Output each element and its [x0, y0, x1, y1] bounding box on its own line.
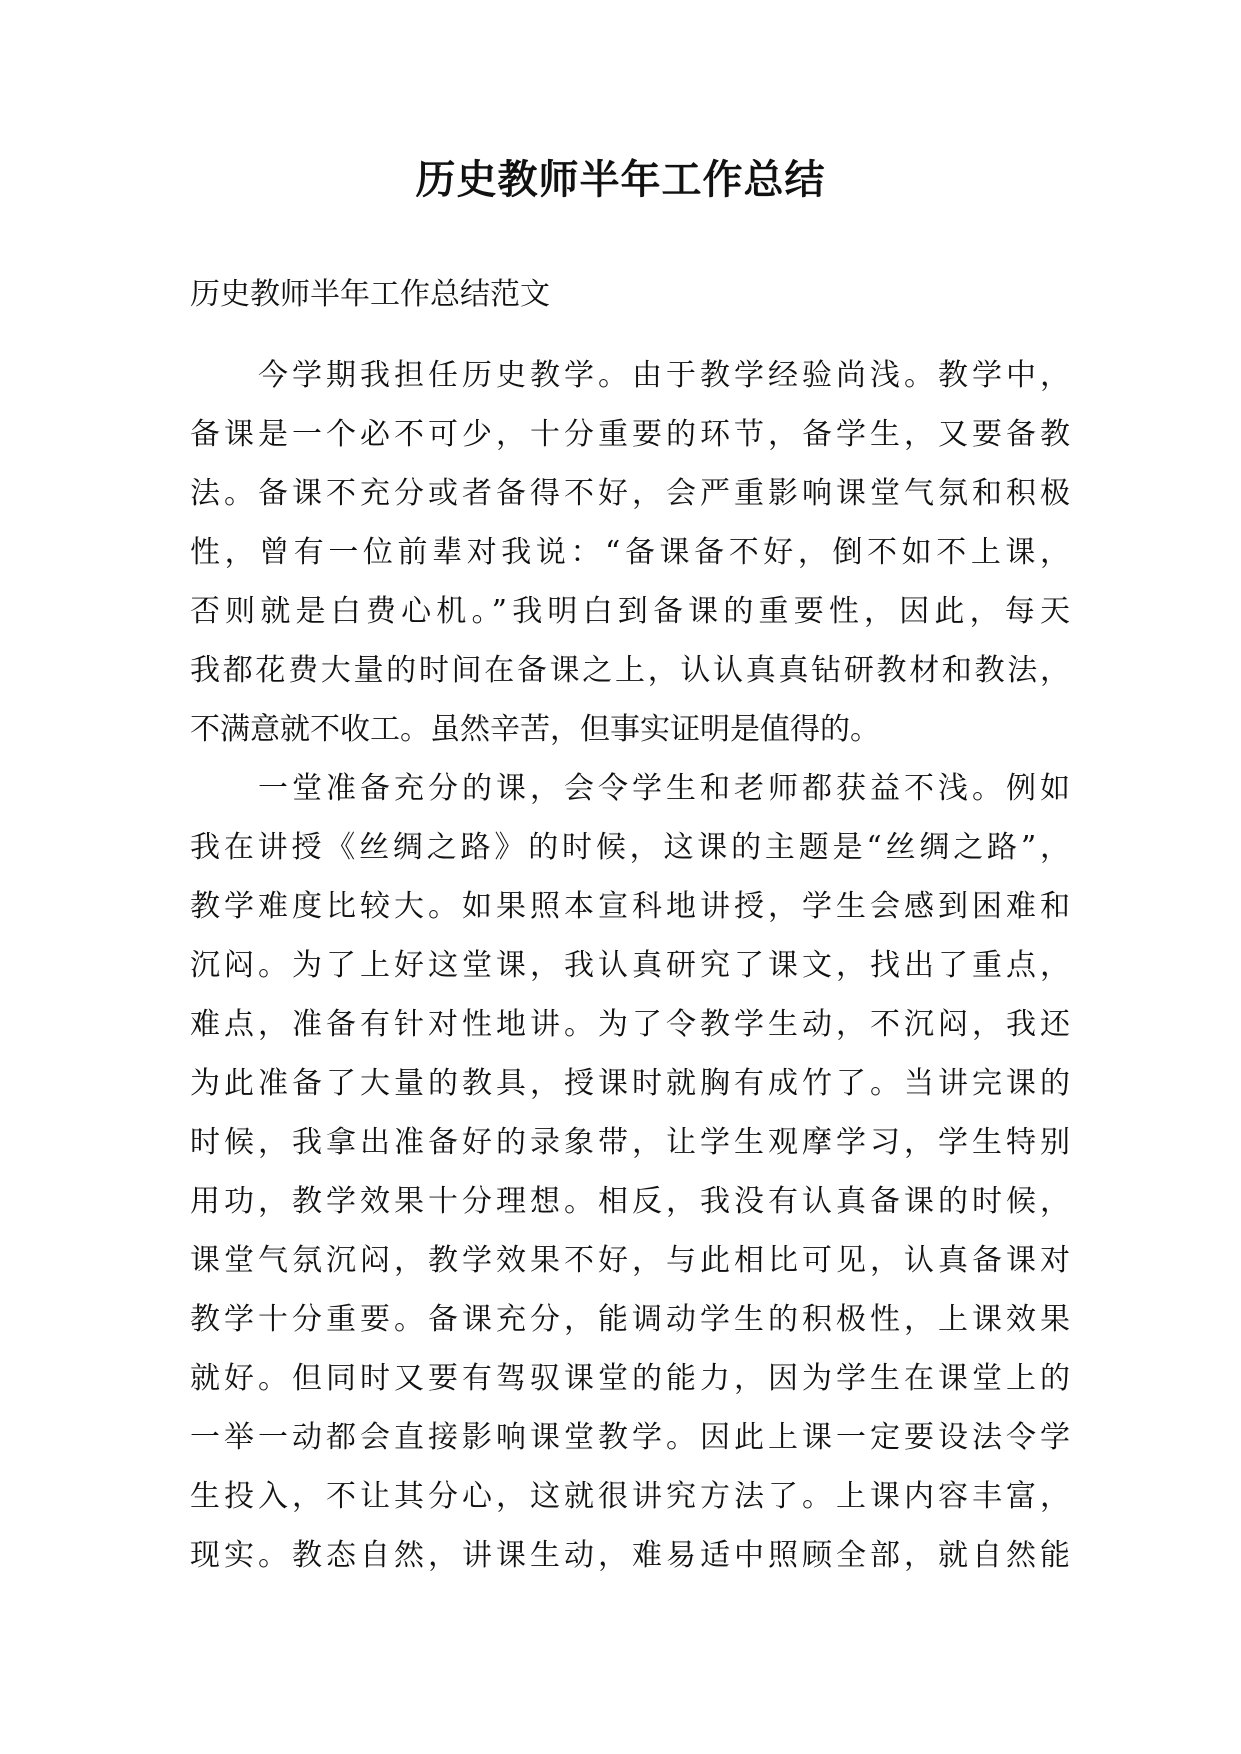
paragraph-line: 否则就是白费心机。”我明白到备课的重要性，因此，每天: [190, 594, 1070, 629]
paragraph-line: 我在讲授《丝绸之路》的时候，这课的主题是“丝绸之路”，: [190, 830, 1070, 865]
paragraph-line: 性，曾有一位前辈对我说：“备课备不好，倒不如不上课，: [190, 535, 1070, 570]
paragraph-line: 沉闷。为了上好这堂课，我认真研究了课文，找出了重点，: [190, 948, 1070, 983]
paragraph-line: 课堂气氛沉闷，教学效果不好，与此相比可见，认真备课对: [190, 1243, 1070, 1278]
paragraph-line: 现实。教态自然，讲课生动，难易适中照顾全部，就自然能: [190, 1538, 1070, 1573]
document-body: [190, 346, 1070, 1585]
paragraph-line: 时候，我拿出准备好的录象带，让学生观摩学习，学生特别: [190, 1125, 1070, 1160]
document-title: 历史教师半年工作总结: [415, 156, 826, 203]
paragraph-line: 为此准备了大量的教具，授课时就胸有成竹了。当讲完课的: [190, 1066, 1070, 1101]
document-subtitle: 历史教师半年工作总结范文: [190, 277, 550, 312]
paragraph-line: 一堂准备充分的课，会令学生和老师都获益不浅。例如: [258, 771, 1070, 806]
paragraph-line: 就好。但同时又要有驾驭课堂的能力，因为学生在课堂上的: [190, 1361, 1070, 1396]
paragraph-line: 用功，教学效果十分理想。相反，我没有认真备课的时候，: [190, 1184, 1070, 1219]
paragraph-line: 生投入，不让其分心，这就很讲究方法了。上课内容丰富，: [190, 1479, 1070, 1514]
paragraph-line: 今学期我担任历史教学。由于教学经验尚浅。教学中，: [258, 358, 1070, 393]
paragraph-line: 不满意就不收工。虽然辛苦，但事实证明是值得的。: [190, 712, 880, 747]
paragraph-line: 一举一动都会直接影响课堂教学。因此上课一定要设法令学: [190, 1420, 1070, 1455]
paragraph-line: 我都花费大量的时间在备课之上，认认真真钻研教材和教法，: [190, 653, 1070, 688]
paragraph-line: 难点，准备有针对性地讲。为了令教学生动，不沉闷，我还: [190, 1007, 1070, 1042]
paragraph-line: 法。备课不充分或者备得不好，会严重影响课堂气氛和积极: [190, 476, 1070, 511]
paragraph-line: 教学难度比较大。如果照本宣科地讲授，学生会感到困难和: [190, 889, 1070, 924]
paragraph-line: 教学十分重要。备课充分，能调动学生的积极性，上课效果: [190, 1302, 1070, 1337]
paragraph-line: 备课是一个必不可少，十分重要的环节，备学生，又要备教: [190, 417, 1070, 452]
